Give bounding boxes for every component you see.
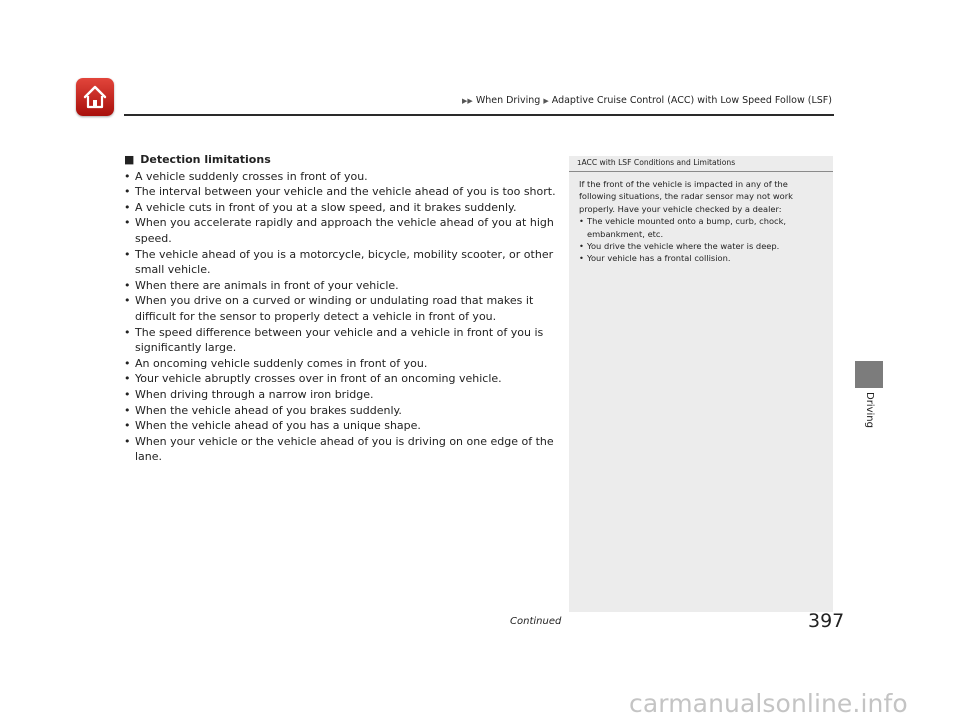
breadcrumb-arrow-icon: ▶▶ — [462, 97, 473, 105]
section-heading-text: Detection limitations — [140, 153, 271, 166]
list-item-text: An oncoming vehicle suddenly comes in front of you. — [135, 356, 428, 370]
list-item — [124, 169, 564, 185]
sidebar-list — [579, 215, 823, 265]
bullet-icon: • — [124, 200, 131, 214]
sidebar-note — [569, 156, 833, 612]
bullet-icon: • — [124, 169, 131, 183]
heading-marker-icon: ■ — [124, 153, 135, 166]
list-item — [124, 184, 564, 200]
home-button[interactable] — [76, 78, 114, 116]
list-item — [124, 418, 564, 434]
watermark: carmanualsonline.info — [629, 689, 908, 718]
list-item — [124, 325, 564, 356]
section-heading — [124, 152, 564, 168]
list-item-text: When the vehicle ahead of you has a unique shape. — [135, 419, 421, 433]
list-item-text: The interval between your vehicle and the vehicle ahead of you is too short. — [135, 185, 556, 199]
list-item — [124, 293, 564, 324]
side-tab-marker[interactable] — [855, 361, 883, 388]
bullet-icon: • — [124, 278, 131, 292]
breadcrumb-item-acc[interactable]: Adaptive Cruise Control (ACC) with Low Speed Follow (LSF) — [551, 95, 832, 106]
reference-marker-icon: 1 — [577, 159, 582, 167]
list-item-text: The speed difference between your vehicle and a vehicle in front of you is significantly large. — [135, 325, 544, 355]
list-item — [124, 403, 564, 419]
bullet-icon: • — [124, 247, 131, 261]
list-item-text: The vehicle mounted onto a bump, curb, chock, embankment, etc. — [587, 216, 787, 239]
list-item — [579, 215, 823, 240]
bullet-icon: • — [124, 185, 131, 199]
list-item-text: When the vehicle ahead of you brakes suddenly. — [135, 403, 402, 417]
bullet-icon: • — [579, 216, 584, 227]
bullet-icon: • — [579, 253, 584, 264]
sidebar-body — [569, 172, 833, 265]
bullet-icon: • — [124, 434, 131, 448]
list-item-text: Your vehicle abruptly crosses over in front of an oncoming vehicle. — [135, 372, 502, 386]
page-number: 397 — [808, 610, 845, 632]
list-item-text: When your vehicle or the vehicle ahead of you is driving on one edge of the lane. — [135, 434, 554, 464]
bullet-icon: • — [124, 372, 131, 386]
breadcrumb-item-when-driving[interactable]: When Driving — [475, 95, 541, 106]
bullet-icon: • — [124, 294, 131, 308]
bullet-icon: • — [124, 356, 131, 370]
bullet-icon: • — [124, 325, 131, 339]
list-item — [124, 371, 564, 387]
list-item — [124, 278, 564, 294]
bullet-icon: • — [124, 387, 131, 401]
list-item-text: A vehicle cuts in front of you at a slow speed, and it brakes suddenly. — [135, 200, 517, 214]
list-item — [124, 200, 564, 216]
sidebar-intro: If the front of the vehicle is impacted in any of the following situations, the radar sensor may not work properly. Have your vehicle checked by a dealer: — [579, 179, 793, 214]
list-item-text: When driving through a narrow iron bridge. — [135, 387, 374, 401]
main-content — [124, 152, 564, 465]
header-divider — [124, 114, 834, 116]
list-item-text: The vehicle ahead of you is a motorcycle, bicycle, mobility scooter, or other small vehicle. — [135, 247, 554, 277]
list-item — [124, 387, 564, 403]
list-item — [124, 247, 564, 278]
side-tab-label[interactable]: Driving — [864, 392, 875, 428]
breadcrumb-arrow-icon: ▶ — [543, 97, 549, 105]
list-item — [579, 240, 823, 252]
list-item-text: When there are animals in front of your vehicle. — [135, 278, 399, 292]
list-item — [124, 356, 564, 372]
list-item — [579, 252, 823, 264]
continued-label: Continued — [510, 616, 562, 627]
breadcrumb — [462, 95, 832, 106]
limitations-list — [124, 169, 564, 465]
list-item-text: When you drive on a curved or winding or undulating road that makes it difficult for the sensor to properly detect a vehicle in front of you. — [135, 294, 534, 323]
bullet-icon: • — [124, 216, 131, 230]
list-item — [124, 215, 564, 246]
list-item — [124, 434, 564, 465]
sidebar-title — [569, 156, 833, 169]
bullet-icon: • — [124, 403, 131, 417]
list-item-text: A vehicle suddenly crosses in front of you. — [135, 169, 368, 183]
list-item-text: When you accelerate rapidly and approach the vehicle ahead of you at high speed. — [135, 216, 554, 245]
list-item-text: You drive the vehicle where the water is deep. — [587, 241, 780, 252]
sidebar-title-text: ACC with LSF Conditions and Limitations — [581, 158, 736, 167]
home-icon — [82, 83, 108, 111]
list-item-text: Your vehicle has a frontal collision. — [587, 253, 731, 264]
bullet-icon: • — [579, 241, 584, 252]
bullet-icon: • — [124, 419, 131, 433]
